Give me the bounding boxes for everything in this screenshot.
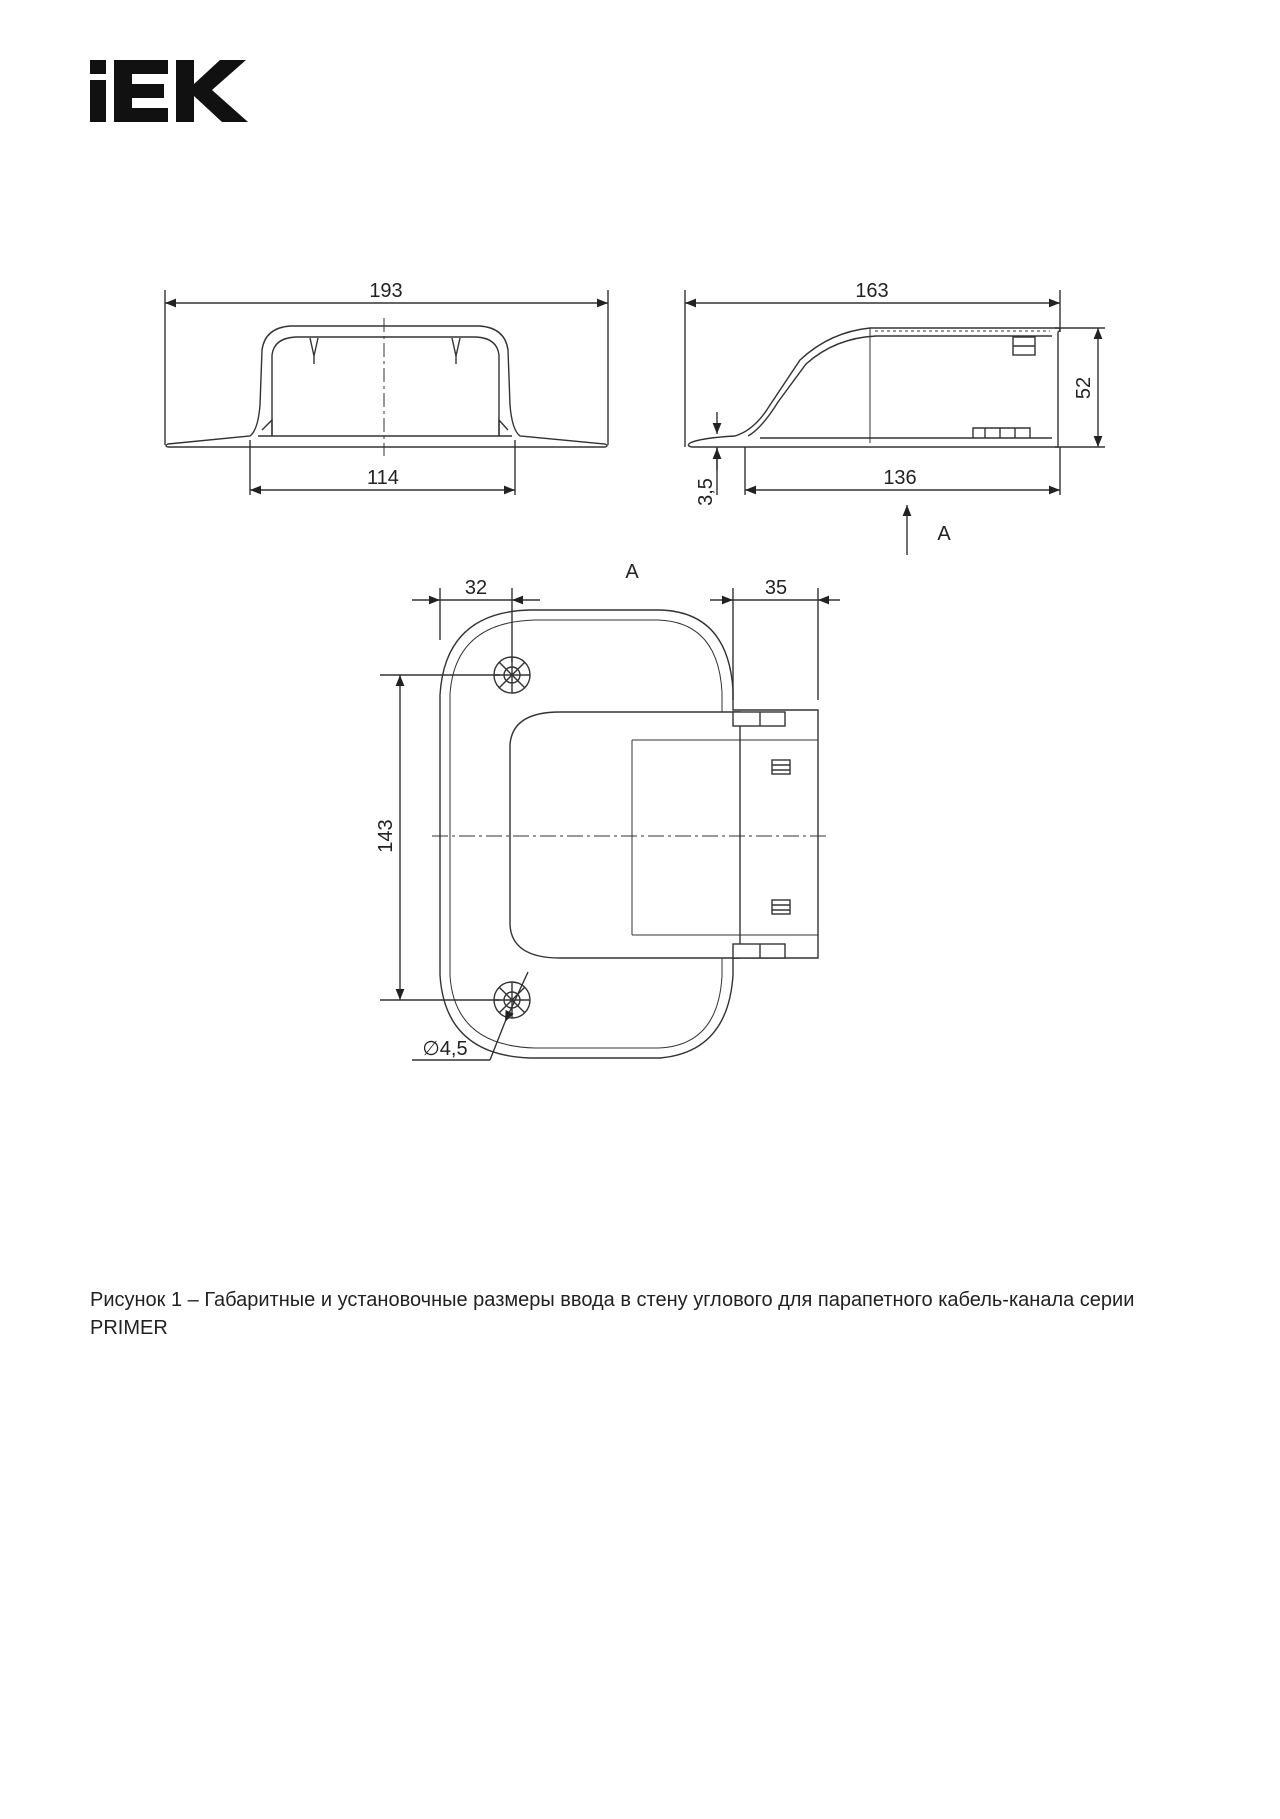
hole-offset-label: 32 [464, 577, 488, 599]
side-base-length-label: 136 [883, 467, 917, 489]
side-overall-length-label: 163 [855, 280, 889, 302]
front-overall-width-label: 193 [369, 280, 403, 302]
side-view [685, 290, 1105, 555]
mounting-hole-bottom [494, 982, 530, 1018]
top-view-label: A [625, 561, 639, 583]
front-view [165, 290, 608, 495]
side-height-label: 52 [1073, 376, 1095, 400]
tab-offset-label: 35 [764, 577, 788, 599]
caption-line-1: Рисунок 1 – Габаритные и установочные размеры ввода в стену углового для парапетного кабель-канала серии [90, 1289, 1135, 1311]
front-inner-width-label: 114 [367, 467, 399, 489]
view-arrow-label: A [937, 523, 951, 545]
top-view [380, 588, 840, 1060]
hole-spacing-label: 143 [375, 819, 397, 853]
side-flange-thickness-label: 3,5 [695, 478, 717, 506]
hole-diameter-label: ∅4,5 [422, 1038, 468, 1060]
caption-line-2: PRIMER [90, 1317, 168, 1339]
mounting-hole-top [494, 657, 530, 693]
figure-caption [90, 1286, 1190, 1342]
